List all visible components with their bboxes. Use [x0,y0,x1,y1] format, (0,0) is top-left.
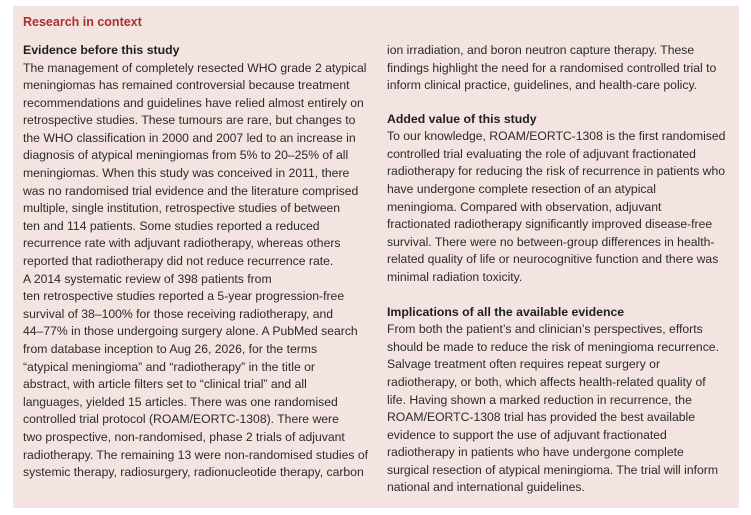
text-line: radiotherapy. The remaining 13 were non-randomised studies of [23,447,369,462]
text-line: 44–77% in those undergoing surgery alone. A PubMed search [23,324,358,339]
text-line: controlled trial evaluating the role of adjuvant fractionated [387,146,696,161]
text-line: minimal radiation toxicity. [387,270,523,285]
text-line: have undergone complete resection of an atypical [387,182,656,197]
text-line: From both the patient’s and clinician’s perspectives, efforts [387,322,703,337]
left-column [23,42,383,482]
text-line: radiotherapy, or both, which affects health-related quality of [387,374,706,389]
text-line: related quality of life or neurocognitive function and there was [387,252,719,267]
text-line: surgical resection of atypical meningioma. The trial will inform [387,462,719,477]
text-line: fractionated radiotherapy significantly improved disease-free [387,217,713,232]
text-line: A 2014 systematic review of 398 patients from [23,271,272,286]
text-line: was no randomised trial evidence and the literature comprised [23,183,359,198]
text-line: reported that radiotherapy did not reduce recurrence rate. [23,254,334,269]
text-line: meningiomas has remained controversial because treatment [23,78,350,93]
added-value-text [387,128,733,286]
text-line: from database inception to Aug 26, 2026, for the terms [23,342,318,356]
text-line: life. Having shown a marked reduction in recurrence, the [387,392,692,407]
text-line: recurrence rate with adjuvant radiotherapy, whereas others [23,236,341,251]
text-line: ten retrospective studies reported a 5-year progression-free [23,289,345,304]
text-line: should be made to reduce the risk of meningioma recurrence. [387,339,719,354]
text-line: meningiomas. When this study was conceived in 2011, there [23,166,350,181]
text-line: Salvage treatment often requires repeat surgery or [387,357,661,372]
text-line: radiotherapy for reducing the risk of recurrence in patients who [387,164,726,179]
text-line: “atypical meningioma” and “radiotherapy” in the title or [23,359,315,374]
text-line: meningioma. Compared with observation, adjuvant [387,199,662,214]
section-spacer [387,95,733,111]
added-value-heading: Added value of this study [387,111,537,126]
text-line: survival of 38–100% for those receiving radiotherapy, and [23,306,334,321]
implications-heading: Implications of all the available evidence [387,304,625,319]
panel-title: Research in context [23,15,142,29]
text-line: national and international guidelines. [387,480,585,495]
implications-text [387,321,733,497]
text-line: The management of completely resected WHO grade 2 atypical [23,60,367,75]
text-line: controlled trial protocol (ROAM/EORTC-1308). There were [23,412,339,427]
right-column [387,42,733,497]
text-line: systemic therapy, radiosurgery, radionucleotide therapy, carbon [23,465,364,480]
text-line: radiotherapy in patients who have undergone complete [387,445,684,460]
text-line: inform clinical practice, guidelines, and health-care policy. [387,78,698,93]
text-line: recommendations and guidelines have relied almost entirely on [23,95,364,110]
text-line: ROAM/EORTC-1308 trial has provided the best available [387,410,695,425]
research-in-context-panel [13,6,739,508]
evidence-before-continuation [387,42,733,95]
text-line: retrospective studies. These tumours are rare, but changes to [23,113,356,128]
evidence-before-text [23,60,383,482]
text-line: To our knowledge, ROAM/EORTC-1308 is the first randomised [387,129,726,144]
section-spacer [387,287,733,304]
text-line: two prospective, non-randomised, phase 2 trials of adjuvant [23,429,345,444]
text-line: the WHO classification in 2000 and 2007 led to an increase in [23,130,356,145]
text-line: findings highlight the need for a randomised controlled trial to [387,60,717,75]
text-line: multiple, single institution, retrospective studies of between [23,201,341,216]
text-line: ten and 114 patients. Some studies reported a reduced [23,218,320,233]
text-line: diagnosis of atypical meningiomas from 5% to 20–25% of all [23,148,349,163]
text-line: languages, yielded 15 articles. There was one randomised [23,394,338,409]
evidence-before-heading: Evidence before this study [23,43,180,57]
text-line: survival. There were no between-group differences in health- [387,234,715,249]
text-line: ion irradiation, and boron neutron capture therapy. These [387,43,695,57]
text-line: evidence to support the use of adjuvant fractionated [387,427,667,442]
text-line: abstract, with article filters set to “clinical trial” and all [23,377,307,392]
